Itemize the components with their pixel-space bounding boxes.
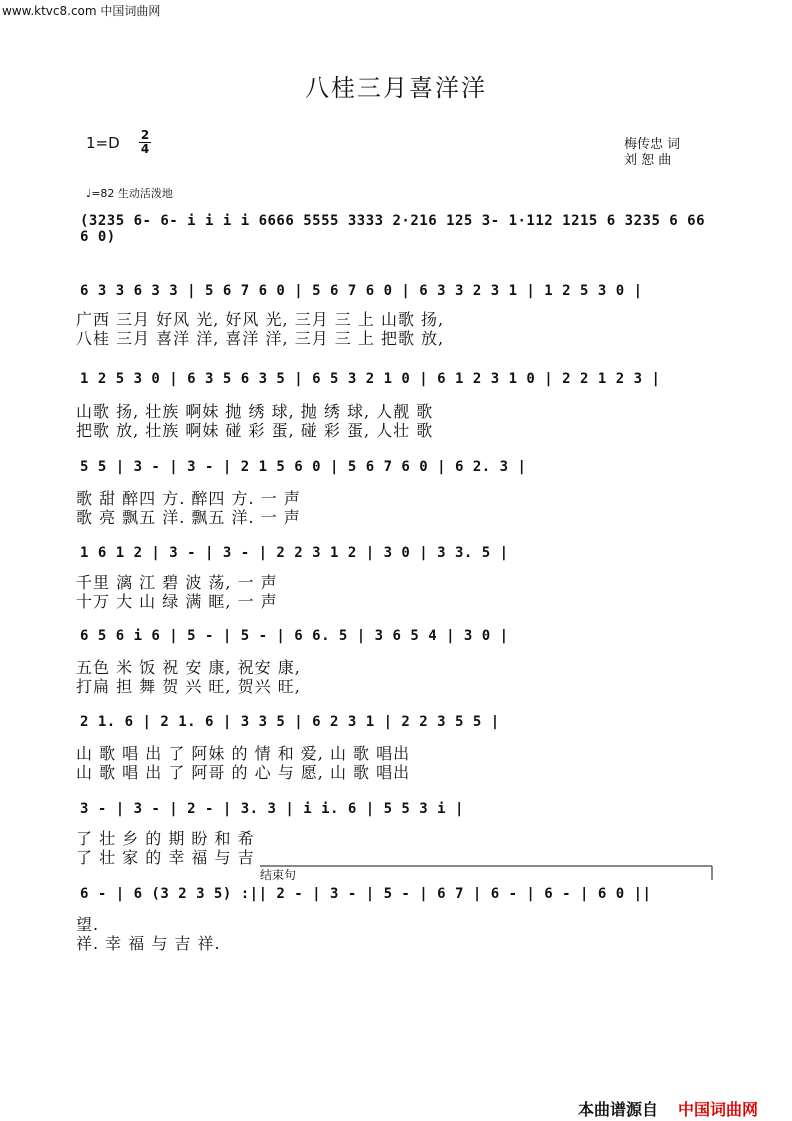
site-watermark: www.ktvc8.com 中国词曲网	[2, 4, 161, 18]
notes-line-2: 1 2 5 3 0 | 6 3 5 6 3 5 | 6 5 3 2 1 0 | 6 1 2 3 1 0 | 2 2 1 2 3 |	[80, 371, 661, 387]
footer-source-text: 本曲谱源自	[578, 1100, 659, 1119]
notes-line-7: 3 - | 3 - | 2 - | 3. 3 | i i. 6 | 5 5 3 i |	[80, 801, 464, 817]
lyric-line-3b: 歌 亮 飘五 洋. 飘五 洋. 一 声	[76, 508, 301, 527]
lyric-line-2a: 山歌 扬, 壮族 啊妹 抛 绣 球, 抛 绣 球, 人靓 歌	[76, 402, 434, 421]
notes-line-3: 5 5 | 3 - | 3 - | 2 1 5 6 0 | 5 6 7 6 0 | 6 2. 3 |	[80, 459, 527, 475]
lyric-line-5b: 打扁 担 舞 贺 兴 旺, 贺兴 旺,	[76, 677, 301, 696]
notes-line-6: 2 1. 6 | 2 1. 6 | 3 3 5 | 6 2 3 1 | 2 2 3 5 5 |	[80, 714, 500, 730]
lyric-line-6b: 山 歌 唱 出 了 阿哥 的 心 与 愿, 山 歌 唱出	[76, 763, 411, 782]
lyric-line-4b: 十万 大 山 绿 满 眶, 一 声	[76, 592, 278, 611]
lyric-line-5a: 五色 米 饭 祝 安 康, 祝安 康,	[76, 658, 301, 677]
song-title: 八桂三月喜洋洋	[305, 74, 487, 102]
time-signature	[139, 129, 151, 156]
lyric-line-2b: 把歌 放, 壮族 啊妹 碰 彩 蛋, 碰 彩 蛋, 人壮 歌	[76, 421, 434, 440]
footer-source	[578, 1097, 758, 1120]
lyric-line-7a: 了 壮 乡 的 期 盼 和 希	[76, 829, 255, 848]
meter-top: 2	[140, 128, 150, 142]
lyric-line-8a: 望.	[76, 915, 100, 934]
key-signature: 1=D	[86, 134, 120, 152]
ending-label: 结束句	[260, 868, 297, 882]
notes-line-4: 1 6 1 2 | 3 - | 3 - | 2 2 3 1 2 | 3 0 | 3 3. 5 |	[80, 545, 509, 561]
lyricist: 梅传忠 词	[624, 137, 681, 152]
lyric-line-4a: 千里 漓 江 碧 波 荡, 一 声	[76, 573, 278, 592]
credits	[624, 137, 680, 169]
notes-line-1: 6 3 3 6 3 3 | 5 6 7 6 0 | 5 6 7 6 0 | 6 3 3 2 3 1 | 1 2 5 3 0 |	[80, 283, 643, 299]
meter-bottom: 4	[140, 142, 150, 156]
notes-line-8: 6 - | 6 (3 2 3 5) :|| 2 - | 3 - | 5 - | 6 7 | 6 - | 6 - | 6 0 ||	[80, 886, 652, 902]
intro-notes: (3235 6- 6- i i i i 6666 5555 3333 2·216 125 3- 1·112 1215 6 3235 6 66 6 0)	[80, 213, 706, 245]
lyric-line-1a: 广西 三月 好风 光, 好风 光, 三月 三 上 山歌 扬,	[76, 310, 445, 329]
lyric-line-7b: 了 壮 家 的 幸 福 与 吉	[76, 848, 255, 867]
notes-line-5: 6 5 6 i 6 | 5 - | 5 - | 6 6. 5 | 3 6 5 4 | 3 0 |	[80, 628, 509, 644]
lyric-line-1b: 八桂 三月 喜洋 洋, 喜洋 洋, 三月 三 上 把歌 放,	[76, 329, 445, 348]
tempo-marking: ♩=82 生动活泼地	[86, 187, 173, 200]
lyric-line-8b: 祥. 幸 福 与 吉 祥.	[76, 934, 221, 953]
footer-site: 中国词曲网	[678, 1100, 759, 1119]
lyric-line-6a: 山 歌 唱 出 了 阿妹 的 情 和 爱, 山 歌 唱出	[76, 744, 411, 763]
composer: 刘 恕 曲	[624, 153, 672, 168]
lyric-line-3a: 歌 甜 醉四 方. 醉四 方. 一 声	[76, 489, 301, 508]
